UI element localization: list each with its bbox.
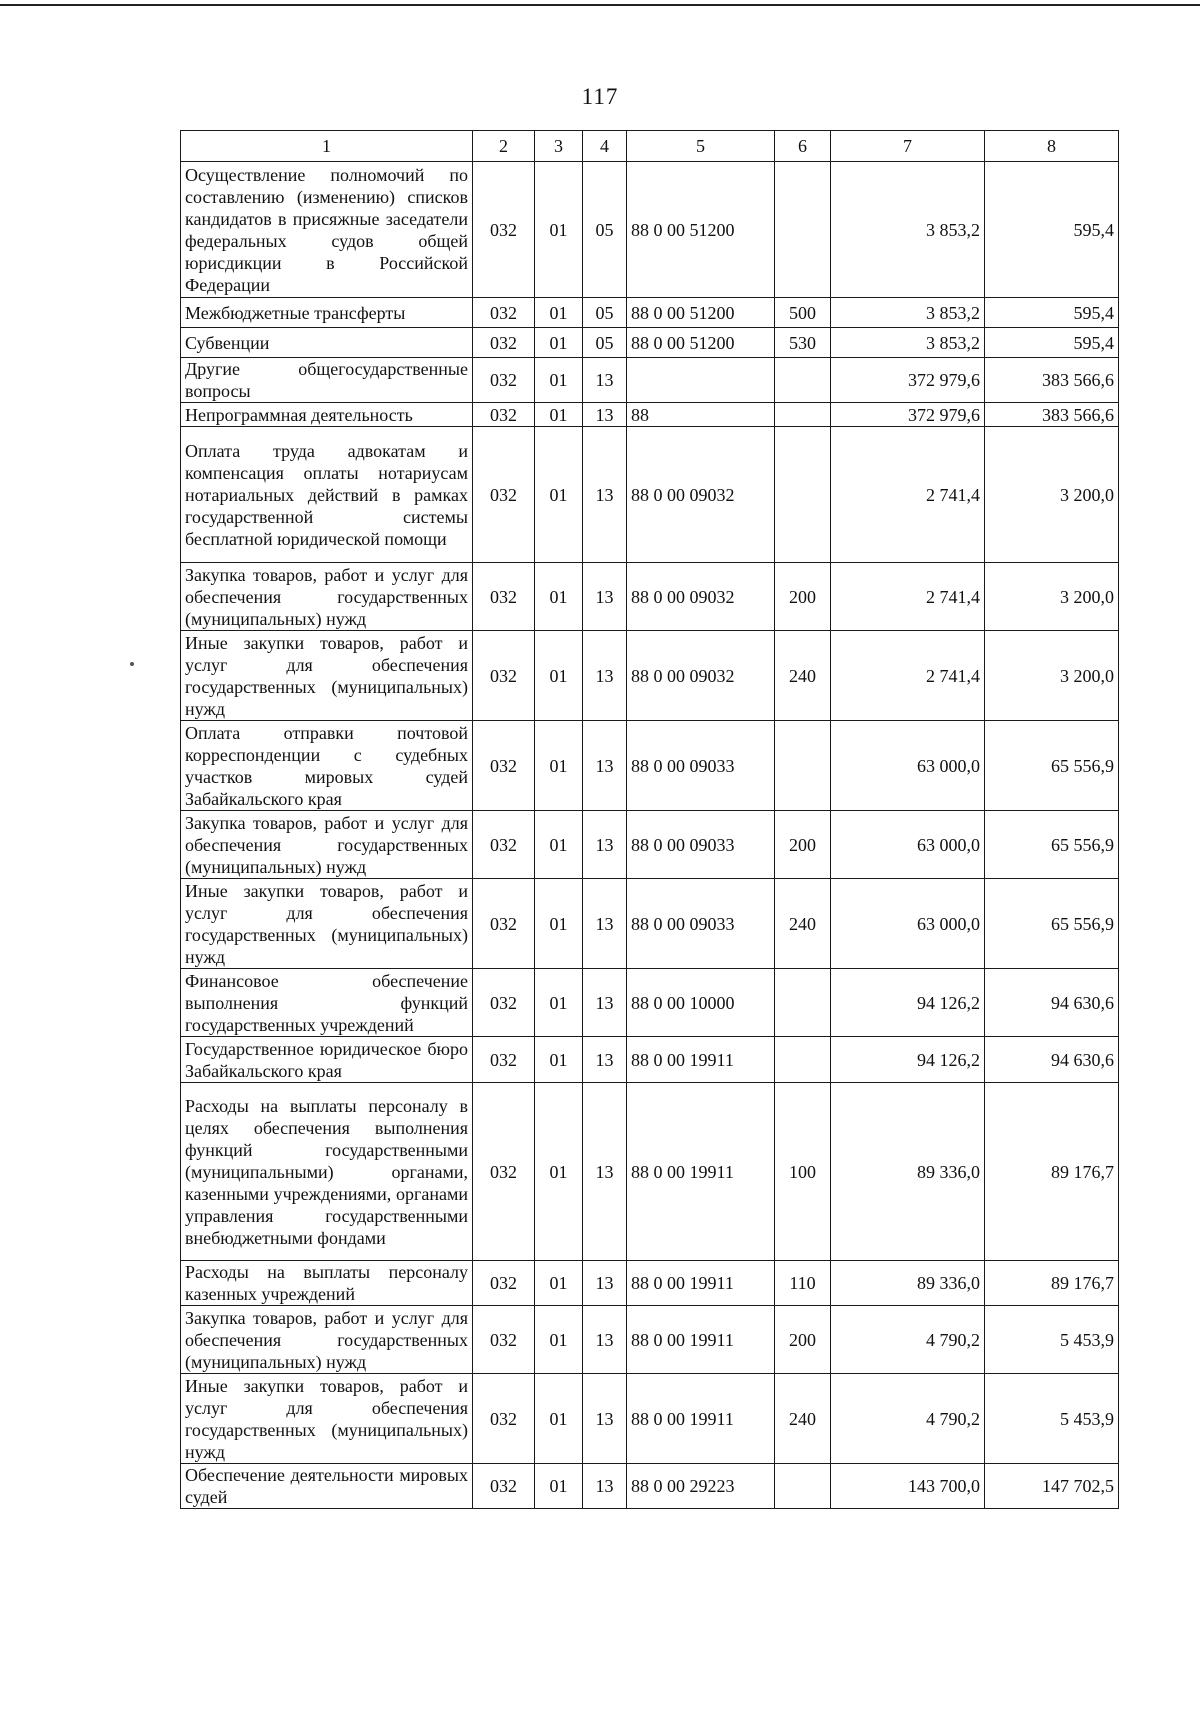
amount-year2-cell: 94 630,6 (985, 969, 1119, 1037)
target-article-cell: 88 0 00 19911 (627, 1306, 775, 1374)
table-row (181, 721, 1119, 811)
target-article-cell: 88 0 00 19911 (627, 1261, 775, 1306)
amount-year1-cell: 63 000,0 (831, 879, 985, 969)
amount-year1-cell: 63 000,0 (831, 811, 985, 879)
amount-year1-cell: 3 853,2 (831, 328, 985, 358)
target-article-cell: 88 0 00 09032 (627, 631, 775, 721)
subsection-cell: 13 (583, 427, 627, 563)
row-name-cell: Субвенции (181, 328, 473, 358)
expense-type-cell (775, 162, 831, 298)
expense-type-cell: 500 (775, 298, 831, 328)
amount-year2-cell: 89 176,7 (985, 1261, 1119, 1306)
subsection-cell: 13 (583, 811, 627, 879)
admin-code-cell: 032 (473, 1083, 535, 1261)
amount-year1-cell: 4 790,2 (831, 1306, 985, 1374)
row-name-cell: Осуществление полномочий по составлению (изменению) списков кандидатов в присяжные заседатели федеральных судов общей юрисдикции в Российской Федерации (181, 162, 473, 298)
amount-year1-cell: 143 700,0 (831, 1464, 985, 1509)
row-name-cell: Обеспечение деятельности мировых судей (181, 1464, 473, 1509)
target-article-cell: 88 0 00 10000 (627, 969, 775, 1037)
amount-year1-cell: 4 790,2 (831, 1374, 985, 1464)
row-name-cell: Расходы на выплаты персоналу в целях обеспечения выполнения функций государственными (муниципальными) органами, казенными учреждениями, органами управления государственными внебюджетными фондами (181, 1083, 473, 1261)
target-article-cell: 88 0 00 09033 (627, 721, 775, 811)
target-article-cell: 88 0 00 09033 (627, 879, 775, 969)
admin-code-cell: 032 (473, 1374, 535, 1464)
admin-code-cell: 032 (473, 1037, 535, 1083)
table-row (181, 427, 1119, 563)
amount-year2-cell: 3 200,0 (985, 563, 1119, 631)
amount-year1-cell: 89 336,0 (831, 1261, 985, 1306)
admin-code-cell: 032 (473, 298, 535, 328)
subsection-cell: 13 (583, 631, 627, 721)
subsection-cell: 05 (583, 298, 627, 328)
table-body (181, 162, 1119, 1509)
admin-code-cell: 032 (473, 427, 535, 563)
amount-year2-cell: 94 630,6 (985, 1037, 1119, 1083)
section-cell: 01 (535, 879, 583, 969)
section-cell: 01 (535, 1306, 583, 1374)
amount-year1-cell: 2 741,4 (831, 427, 985, 563)
admin-code-cell: 032 (473, 1464, 535, 1509)
amount-year1-cell: 3 853,2 (831, 298, 985, 328)
subsection-cell: 13 (583, 721, 627, 811)
section-cell: 01 (535, 162, 583, 298)
target-article-cell: 88 0 00 51200 (627, 162, 775, 298)
row-name-cell: Непрограммная деятельность (181, 403, 473, 427)
row-name-cell: Межбюджетные трансферты (181, 298, 473, 328)
target-article-cell: 88 0 00 29223 (627, 1464, 775, 1509)
expense-type-cell: 110 (775, 1261, 831, 1306)
column-header: 1 (181, 131, 473, 162)
column-header: 2 (473, 131, 535, 162)
table-row (181, 358, 1119, 403)
amount-year2-cell: 383 566,6 (985, 403, 1119, 427)
section-cell: 01 (535, 298, 583, 328)
section-cell: 01 (535, 563, 583, 631)
subsection-cell: 13 (583, 1037, 627, 1083)
target-article-cell: 88 0 00 09032 (627, 563, 775, 631)
amount-year2-cell: 89 176,7 (985, 1083, 1119, 1261)
admin-code-cell: 032 (473, 631, 535, 721)
row-name-cell: Другие общегосударственные вопросы (181, 358, 473, 403)
amount-year2-cell: 147 702,5 (985, 1464, 1119, 1509)
section-cell: 01 (535, 811, 583, 879)
section-cell: 01 (535, 631, 583, 721)
column-header: 7 (831, 131, 985, 162)
expense-type-cell: 200 (775, 811, 831, 879)
subsection-cell: 13 (583, 1464, 627, 1509)
admin-code-cell: 032 (473, 811, 535, 879)
scan-top-edge (0, 0, 1200, 6)
section-cell: 01 (535, 969, 583, 1037)
admin-code-cell: 032 (473, 1306, 535, 1374)
table-row (181, 631, 1119, 721)
subsection-cell: 13 (583, 1306, 627, 1374)
target-article-cell: 88 0 00 19911 (627, 1037, 775, 1083)
table-header-row (181, 131, 1119, 162)
table-row (181, 1261, 1119, 1306)
table-row (181, 1037, 1119, 1083)
expense-type-cell (775, 403, 831, 427)
subsection-cell: 13 (583, 358, 627, 403)
row-name-cell: Закупка товаров, работ и услуг для обеспечения государственных (муниципальных) нужд (181, 563, 473, 631)
expense-type-cell (775, 969, 831, 1037)
table-row (181, 969, 1119, 1037)
column-header: 3 (535, 131, 583, 162)
amount-year2-cell: 383 566,6 (985, 358, 1119, 403)
admin-code-cell: 032 (473, 879, 535, 969)
amount-year1-cell: 372 979,6 (831, 403, 985, 427)
subsection-cell: 13 (583, 969, 627, 1037)
page-number: 117 (581, 84, 619, 109)
subsection-cell: 13 (583, 1261, 627, 1306)
target-article-cell: 88 0 00 51200 (627, 298, 775, 328)
row-name-cell: Оплата отправки почтовой корреспонденции с судебных участков мировых судей Забайкальского края (181, 721, 473, 811)
row-name-cell: Государственное юридическое бюро Забайкальского края (181, 1037, 473, 1083)
expense-type-cell: 240 (775, 1374, 831, 1464)
row-name-cell: Иные закупки товаров, работ и услуг для обеспечения государственных (муниципальных) нужд (181, 879, 473, 969)
subsection-cell: 13 (583, 1083, 627, 1261)
amount-year2-cell: 5 453,9 (985, 1306, 1119, 1374)
table-row (181, 811, 1119, 879)
section-cell: 01 (535, 427, 583, 563)
expense-type-cell: 200 (775, 563, 831, 631)
amount-year1-cell: 2 741,4 (831, 563, 985, 631)
amount-year2-cell: 3 200,0 (985, 631, 1119, 721)
row-name-cell: Иные закупки товаров, работ и услуг для обеспечения государственных (муниципальных) нужд (181, 1374, 473, 1464)
amount-year2-cell: 595,4 (985, 298, 1119, 328)
subsection-cell: 13 (583, 563, 627, 631)
section-cell: 01 (535, 1037, 583, 1083)
table-row (181, 563, 1119, 631)
scan-speck (130, 662, 134, 666)
admin-code-cell: 032 (473, 403, 535, 427)
section-cell: 01 (535, 403, 583, 427)
subsection-cell: 13 (583, 1374, 627, 1464)
table-row (181, 403, 1119, 427)
amount-year1-cell: 2 741,4 (831, 631, 985, 721)
expense-type-cell (775, 1037, 831, 1083)
subsection-cell: 13 (583, 879, 627, 969)
section-cell: 01 (535, 328, 583, 358)
section-cell: 01 (535, 1464, 583, 1509)
section-cell: 01 (535, 721, 583, 811)
amount-year2-cell: 65 556,9 (985, 879, 1119, 969)
row-name-cell: Закупка товаров, работ и услуг для обеспечения государственных (муниципальных) нужд (181, 811, 473, 879)
section-cell: 01 (535, 1261, 583, 1306)
amount-year2-cell: 65 556,9 (985, 811, 1119, 879)
row-name-cell: Закупка товаров, работ и услуг для обеспечения государственных (муниципальных) нужд (181, 1306, 473, 1374)
table-row (181, 1083, 1119, 1261)
subsection-cell: 05 (583, 162, 627, 298)
amount-year1-cell: 94 126,2 (831, 1037, 985, 1083)
admin-code-cell: 032 (473, 328, 535, 358)
target-article-cell: 88 (627, 403, 775, 427)
target-article-cell: 88 0 00 19911 (627, 1083, 775, 1261)
row-name-cell: Оплата труда адвокатам и компенсация оплаты нотариусам нотариальных действий в рамках государственной системы бесплатной юридической помощи (181, 427, 473, 563)
expense-type-cell: 240 (775, 879, 831, 969)
expense-type-cell: 100 (775, 1083, 831, 1261)
column-header: 8 (985, 131, 1119, 162)
table-row (181, 879, 1119, 969)
target-article-cell (627, 358, 775, 403)
column-header: 5 (627, 131, 775, 162)
table-row (181, 1464, 1119, 1509)
table-row (181, 328, 1119, 358)
section-cell: 01 (535, 1374, 583, 1464)
expense-type-cell: 240 (775, 631, 831, 721)
row-name-cell: Расходы на выплаты персоналу казенных учреждений (181, 1261, 473, 1306)
table-row (181, 1306, 1119, 1374)
admin-code-cell: 032 (473, 969, 535, 1037)
expense-type-cell (775, 721, 831, 811)
row-name-cell: Иные закупки товаров, работ и услуг для обеспечения государственных (муниципальных) нужд (181, 631, 473, 721)
admin-code-cell: 032 (473, 563, 535, 631)
table-row (181, 298, 1119, 328)
table-row (181, 1374, 1119, 1464)
admin-code-cell: 032 (473, 721, 535, 811)
target-article-cell: 88 0 00 19911 (627, 1374, 775, 1464)
admin-code-cell: 032 (473, 162, 535, 298)
expense-type-cell (775, 1464, 831, 1509)
section-cell: 01 (535, 358, 583, 403)
amount-year1-cell: 3 853,2 (831, 162, 985, 298)
budget-table (180, 130, 1119, 1509)
expense-type-cell: 200 (775, 1306, 831, 1374)
amount-year1-cell: 63 000,0 (831, 721, 985, 811)
amount-year1-cell: 89 336,0 (831, 1083, 985, 1261)
admin-code-cell: 032 (473, 1261, 535, 1306)
target-article-cell: 88 0 00 09033 (627, 811, 775, 879)
amount-year2-cell: 3 200,0 (985, 427, 1119, 563)
amount-year2-cell: 5 453,9 (985, 1374, 1119, 1464)
amount-year2-cell: 595,4 (985, 328, 1119, 358)
subsection-cell: 13 (583, 403, 627, 427)
amount-year2-cell: 65 556,9 (985, 721, 1119, 811)
column-header: 4 (583, 131, 627, 162)
amount-year2-cell: 595,4 (985, 162, 1119, 298)
admin-code-cell: 032 (473, 358, 535, 403)
amount-year1-cell: 372 979,6 (831, 358, 985, 403)
row-name-cell: Финансовое обеспечение выполнения функций государственных учреждений (181, 969, 473, 1037)
expense-type-cell: 530 (775, 328, 831, 358)
table-row (181, 162, 1119, 298)
expense-type-cell (775, 358, 831, 403)
amount-year1-cell: 94 126,2 (831, 969, 985, 1037)
expense-type-cell (775, 427, 831, 563)
target-article-cell: 88 0 00 09032 (627, 427, 775, 563)
section-cell: 01 (535, 1083, 583, 1261)
subsection-cell: 05 (583, 328, 627, 358)
column-header: 6 (775, 131, 831, 162)
target-article-cell: 88 0 00 51200 (627, 328, 775, 358)
